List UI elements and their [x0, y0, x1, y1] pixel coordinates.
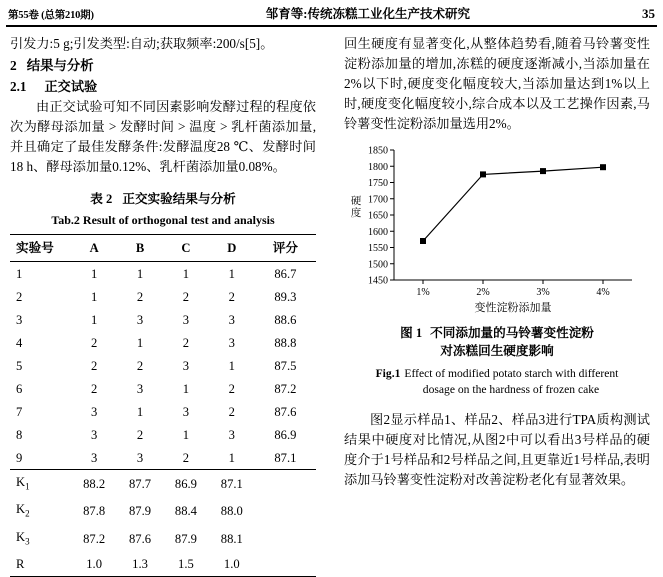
column-header-0: 实验号	[10, 235, 71, 262]
cell	[255, 525, 316, 553]
svg-text:1800: 1800	[368, 161, 388, 173]
cell: 2	[228, 404, 235, 419]
cell: 1	[136, 266, 144, 281]
cell: 1	[182, 427, 190, 442]
cell: 87.8	[83, 504, 106, 519]
table-title-cn: 正交实验结果与分析	[122, 192, 236, 206]
table-row-summary: $K_2$ 87.8 87.9 88.4 88.0	[10, 498, 316, 526]
running-head	[8, 4, 655, 26]
cell: 3	[136, 450, 144, 465]
table-number: 表 2	[90, 192, 113, 206]
cell: 3	[228, 427, 235, 442]
chart-x-axis-label: 变性淀粉添加量	[474, 302, 552, 314]
cell: 87.9	[174, 531, 197, 546]
cell: 1	[90, 289, 98, 304]
cell: 1	[90, 266, 98, 281]
cell: 86.9	[274, 427, 297, 442]
section-title-2: 结果与分析	[26, 58, 94, 73]
cell: 1.3	[117, 553, 163, 577]
figure-title-cn-line2: 对冻糕回生硬度影响	[440, 344, 554, 358]
cell: 3	[182, 312, 190, 327]
cell: 1	[16, 266, 23, 281]
cell: 3	[136, 381, 144, 396]
header-divider	[6, 25, 657, 27]
cell: 3	[90, 450, 98, 465]
cell: 87.6	[129, 531, 152, 546]
table-row-summary: $K_3$ 87.2 87.6 87.9 88.1	[10, 525, 316, 553]
cell: 3	[136, 312, 144, 327]
cell: 2	[228, 289, 235, 304]
cell: 86.9	[163, 470, 209, 498]
cell: 88.6	[274, 312, 297, 327]
figure-number: 图 1	[400, 326, 423, 340]
table-row	[10, 423, 316, 446]
cell	[255, 498, 316, 526]
cell: 6	[16, 381, 23, 396]
figure-caption-en	[344, 366, 650, 398]
cell	[255, 553, 316, 577]
cell: 87.7	[117, 470, 163, 498]
svg-text:1700: 1700	[368, 194, 388, 206]
cell: 2	[182, 450, 190, 465]
cell: 88.4	[174, 504, 197, 519]
svg-text:1650: 1650	[368, 210, 388, 222]
table-row	[10, 308, 316, 331]
cell: 87.2	[274, 381, 297, 396]
table-caption-en: Tab.2 Result of orthogonal test and analysis	[51, 213, 275, 227]
cell: 3	[90, 404, 98, 419]
svg-text:1850: 1850	[368, 145, 388, 157]
table-row	[10, 377, 316, 400]
cell: 1	[182, 381, 190, 396]
cell: 89.3	[274, 289, 297, 304]
paragraph-right-2: 图2显示样品1、样品2、样品3进行TPA质构测试结果中硬度对比情况,从图2中可以看出3号样品的硬度介于1号样品和2号样品之间,且更靠近1号样品,表明添加马铃薯变性淀粉对改善淀粉老化有显著效果。	[344, 412, 650, 487]
cell: 2	[90, 358, 98, 373]
section-heading-2-1	[10, 77, 316, 97]
table-row	[10, 354, 316, 377]
cell	[255, 470, 316, 498]
table-row	[10, 331, 316, 354]
cell: 87.9	[129, 504, 152, 519]
cell: 8	[16, 427, 23, 442]
summary-label-k3: K	[16, 529, 26, 544]
cell: 1	[136, 335, 144, 350]
paragraph-2-1: 由正交试验可知不同因素影响发酵过程的程度依次为酵母添加量 > 发酵时间 > 温度 > 乳杆菌添加量,并且确定了最佳发酵条件:发酵温度28 ℃、发酵时间18 h、酵母添加量0.12%、乳杆菌添加量0.08%。	[10, 99, 316, 174]
column-header-1: A	[71, 235, 117, 262]
cell: 2	[16, 289, 23, 304]
cell: 3	[182, 404, 190, 419]
section-heading-2	[10, 56, 316, 76]
cell: 88.1	[220, 531, 243, 546]
orthogonal-test-table	[10, 234, 316, 577]
figure-1	[344, 142, 650, 398]
cell: 4	[16, 335, 23, 350]
table-row-summary: $K_1$ 88.2 87.7 86.9 87.1	[10, 470, 316, 498]
cell: 2	[228, 381, 235, 396]
figure-number-en: Fig.1	[375, 367, 401, 380]
cell: 2	[90, 381, 98, 396]
summary-label-k1: K	[16, 474, 26, 489]
right-column	[344, 34, 650, 490]
cell: 3	[90, 427, 98, 442]
cell: 1	[228, 358, 235, 373]
cell: 1.0	[71, 553, 117, 577]
svg-text:1450: 1450	[368, 275, 388, 287]
running-head-volume: 第55卷 (总第210期)	[8, 10, 94, 21]
cell: 2	[136, 427, 144, 442]
hardness-line-chart	[344, 142, 650, 314]
cell: 87.1	[274, 450, 297, 465]
cell: R	[10, 553, 71, 577]
cell: 3	[182, 358, 190, 373]
svg-text:4%: 4%	[596, 287, 610, 298]
column-header-3: C	[163, 235, 209, 262]
cell: 1	[228, 266, 235, 281]
cell: 87.6	[274, 404, 297, 419]
page-number: 35	[642, 6, 655, 21]
cell: 87.5	[274, 358, 297, 373]
cell: 1	[228, 450, 235, 465]
table-row	[10, 400, 316, 423]
svg-text:2%: 2%	[476, 287, 490, 298]
cell: 7	[16, 404, 23, 419]
section-number-2: 2	[10, 58, 17, 73]
cell: 9	[16, 450, 23, 465]
cell: 2	[182, 335, 190, 350]
cell: 87.2	[83, 531, 106, 546]
summary-label-k2: K	[16, 502, 26, 517]
table-body	[10, 262, 316, 577]
chart-y-axis-label: 硬 度	[350, 196, 362, 219]
cell: 2	[136, 358, 144, 373]
paragraph-intro: 引发力:5 g;引发类型:自动;获取频率:200/s[5]。	[10, 36, 274, 51]
figure-caption-cn	[344, 324, 650, 360]
column-header-5: 评分	[255, 235, 316, 262]
left-column	[10, 34, 316, 577]
cell: 88.2	[71, 470, 117, 498]
svg-text:1%: 1%	[416, 287, 430, 298]
paragraph-right-1: 回生硬度有显著变化,从整体趋势看,随着马铃薯变性淀粉添加量的增加,冻糕的硬度逐渐减小,当添加量在2%以下时,硬度变化幅度较大,当添加量达到1%以上时,硬度变化幅度较小,综合成本以及工艺操作因素,马铃薯变性淀粉添加量选用2%。	[344, 36, 650, 131]
section-number-2-1: 2.1	[10, 79, 27, 94]
cell: 3	[16, 312, 23, 327]
column-header-4: D	[209, 235, 255, 262]
cell: 1	[136, 404, 144, 419]
table-row	[10, 446, 316, 470]
svg-text:1500: 1500	[368, 259, 388, 271]
cell: 3	[228, 312, 235, 327]
cell: 88.0	[220, 504, 243, 519]
figure-title-en-line2: dosage on the hardness of frozen cake	[422, 383, 600, 396]
table-row-summary	[10, 553, 316, 577]
cell: 2	[136, 289, 144, 304]
cell: 1	[90, 312, 98, 327]
svg-text:1550: 1550	[368, 243, 388, 254]
cell: 3	[228, 335, 235, 350]
section-title-2-1: 正交试验	[44, 79, 98, 94]
cell: 2	[90, 335, 98, 350]
running-head-title: 邹育等:传统冻糕工业化生产技术研究	[265, 7, 470, 21]
figure-title-cn-line1: 不同添加量的马铃薯变性淀粉	[430, 326, 594, 340]
cell: 5	[16, 358, 23, 373]
cell: 1.0	[209, 553, 255, 577]
cell: 2	[182, 289, 190, 304]
cell: 1	[182, 266, 190, 281]
cell: 86.7	[274, 266, 297, 281]
svg-text:1750: 1750	[368, 178, 388, 189]
chart-svg	[344, 142, 650, 314]
figure-title-en-line1: Effect of modified potato starch with different	[404, 367, 619, 380]
column-header-2: B	[117, 235, 163, 262]
svg-text:1600: 1600	[368, 226, 388, 238]
cell: 87.1	[209, 470, 255, 498]
table-row	[10, 285, 316, 308]
table-row	[10, 262, 316, 286]
cell: 88.8	[274, 335, 297, 350]
cell: 1.5	[163, 553, 209, 577]
table-caption-cn	[10, 189, 316, 209]
table-header-row	[10, 235, 316, 262]
svg-text:3%: 3%	[536, 287, 550, 298]
